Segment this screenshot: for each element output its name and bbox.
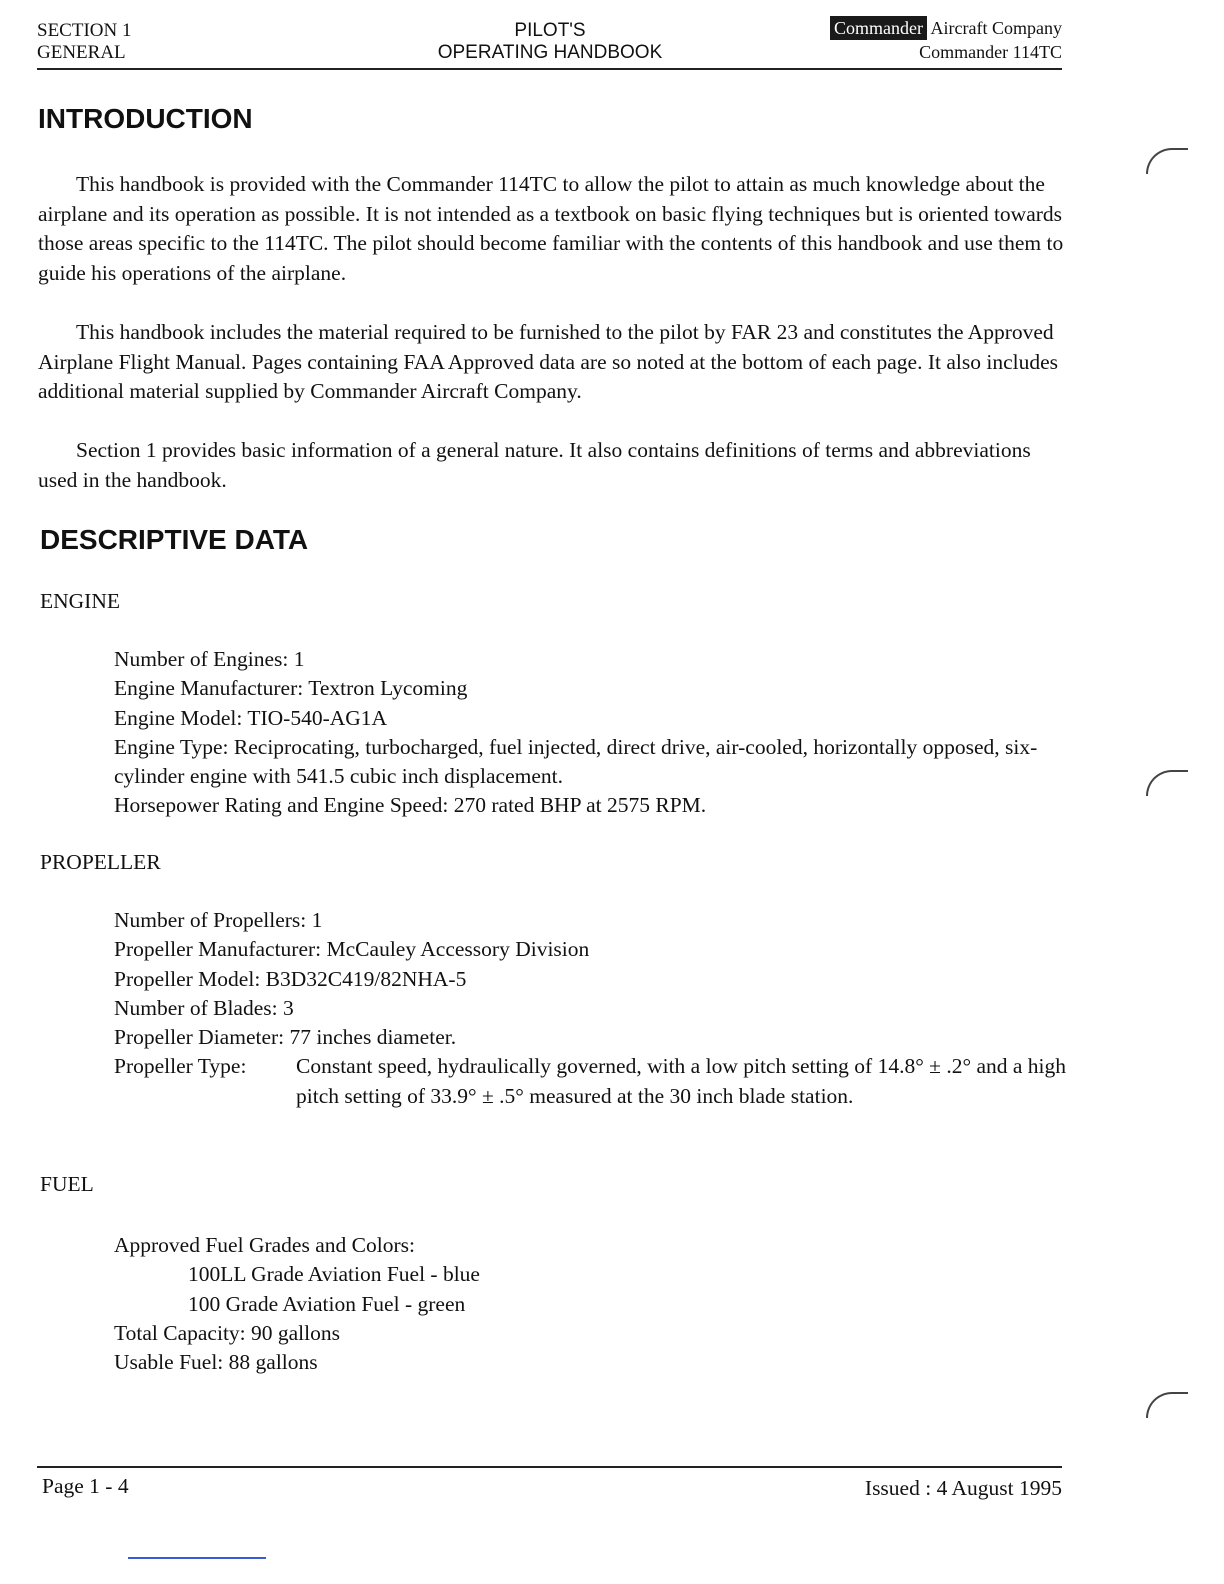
aircraft-model: Commander 114TC	[919, 42, 1062, 62]
list-item: Horsepower Rating and Engine Speed: 270 rated BHP at 2575 RPM.	[114, 793, 707, 818]
list-item: Propeller Manufacturer: McCauley Accessory Division	[114, 937, 590, 962]
intro-paragraph-3: Section 1 provides basic information of a general nature. It also contains definitions of terms and abbreviations used in the handbook.	[38, 438, 1031, 492]
list-item: 100 Grade Aviation Fuel - green	[188, 1291, 466, 1316]
intro-paragraph-2: This handbook includes the material required to be furnished to the pilot by FAR 23 and constitutes the Approved Airplane Flight Manual. Pages containing FAA Approved data are so noted at the bottom of each page. It also includes additional material supplied by Commander Aircraft Company.	[38, 320, 1059, 403]
issue-date: Issued : 4 August 1995	[864, 1476, 1062, 1500]
header-rule	[37, 68, 1062, 70]
propeller-type-value: Constant speed, hydraulically governed, with a low pitch setting of 14.8° ± .2° and a high pitch setting of 33.9° ± .5° measured at the 30 inch blade station.	[296, 1054, 1067, 1108]
section-name: GENERAL	[37, 42, 126, 63]
engine-list	[114, 645, 1054, 821]
fuel-list	[114, 1231, 480, 1377]
binder-hole-mark	[1146, 1392, 1188, 1418]
fuel-usable: Usable Fuel: 88 gallons	[114, 1350, 318, 1375]
brand-logo: Commander	[830, 16, 927, 40]
title-line-1: PILOT'S	[514, 20, 586, 41]
company-name: Aircraft Company	[930, 18, 1062, 38]
list-item: Engine Manufacturer: Textron Lycoming	[114, 676, 468, 701]
list-item: Number of Engines: 1	[114, 647, 305, 671]
binder-hole-mark	[1146, 770, 1188, 796]
title-line-2: OPERATING HANDBOOK	[437, 42, 663, 63]
page-number: Page 1 - 4	[42, 1474, 129, 1498]
list-item: Propeller Diameter: 77 inches diameter.	[114, 1025, 457, 1050]
intro-paragraph-1: This handbook is provided with the Commander 114TC to allow the pilot to attain as much knowledge about the airplane and its operation as possible. It is not intended as a textbook on basic flying techniques but is oriented towards those areas specific to the 114TC. The pilot should become familiar with the contents of this handbook and use them to guide his operations of the airplane.	[38, 172, 1064, 285]
list-item: 100LL Grade Aviation Fuel - blue	[188, 1262, 480, 1287]
fuel-subheading: FUEL	[40, 1172, 94, 1196]
header-title	[380, 20, 720, 64]
fuel-grades-label: Approved Fuel Grades and Colors:	[114, 1233, 415, 1257]
list-item: Propeller Model: B3D32C419/82NHA-5	[114, 966, 467, 991]
section-number: SECTION 1	[37, 20, 132, 41]
propeller-type-row	[114, 1052, 1066, 1111]
binder-hole-mark	[1146, 148, 1188, 174]
propeller-type-label: Propeller Type:	[114, 1054, 247, 1079]
propeller-subheading: PROPELLER	[40, 850, 161, 874]
header-company	[830, 16, 1062, 64]
list-item: Engine Model: TIO-540-AG1A	[114, 705, 388, 730]
introduction-heading: INTRODUCTION	[38, 103, 253, 134]
footer-rule	[37, 1466, 1062, 1468]
descriptive-data-heading: DESCRIPTIVE DATA	[40, 524, 309, 555]
header-section	[37, 20, 131, 64]
list-item: Number of Propellers: 1	[114, 908, 323, 932]
list-item: Engine Type: Reciprocating, turbocharged, fuel injected, direct drive, air-cooled, horizontally opposed, six-cylinder engine with 541.5 cubic inch displacement.	[114, 734, 1038, 789]
fuel-total-capacity: Total Capacity: 90 gallons	[114, 1320, 340, 1345]
propeller-list	[114, 906, 1066, 1111]
engine-subheading: ENGINE	[40, 589, 121, 613]
list-item: Number of Blades: 3	[114, 995, 294, 1020]
scan-mark-line	[128, 1557, 266, 1559]
